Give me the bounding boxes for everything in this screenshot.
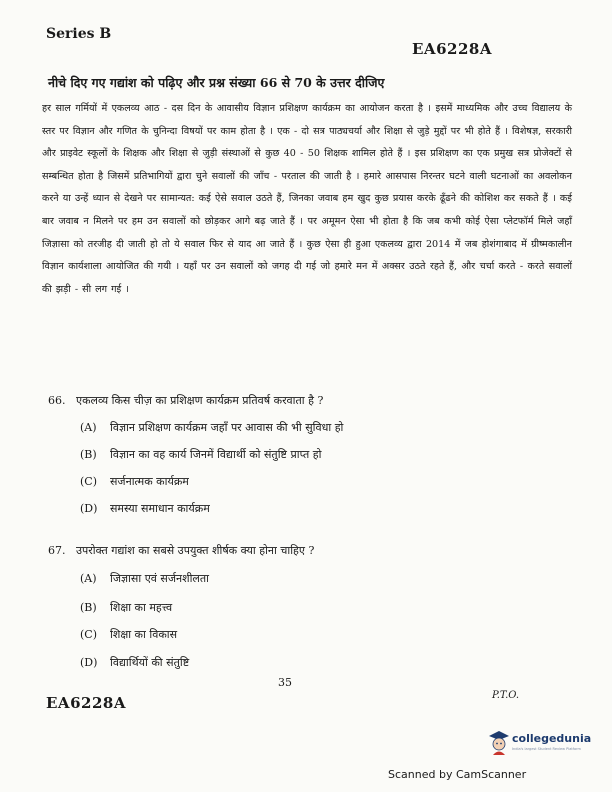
option-text: विज्ञान प्रशिक्षण कार्यक्रम जहाँ पर आवास की भी सुविधा हो xyxy=(110,421,344,434)
option-text: सर्जनात्मक कार्यक्रम xyxy=(110,475,189,488)
option-label: (B) xyxy=(80,448,97,461)
scanner-credit: Scanned by CamScanner xyxy=(388,768,527,781)
option-66-c xyxy=(80,474,189,489)
question-text: एकलव्य किस चीज़ का प्रशिक्षण कार्यक्रम प्रतिवर्ष करवाता है ? xyxy=(76,394,324,407)
option-67-c xyxy=(80,627,177,642)
option-label: (D) xyxy=(80,502,98,515)
option-label: (D) xyxy=(80,656,98,669)
question-number: 66. xyxy=(48,394,66,407)
collegedunia-watermark xyxy=(488,728,598,758)
option-label: (C) xyxy=(80,628,97,641)
option-67-a xyxy=(80,571,209,586)
paper-code-top: EA6228A xyxy=(412,40,492,58)
option-label: (A) xyxy=(80,572,97,585)
question-number: 67. xyxy=(48,544,66,557)
paper-code-bottom: EA6228A xyxy=(46,694,126,712)
passage-instruction: नीचे दिए गए गद्यांश को पढ़िए और प्रश्न संख्या 66 से 70 के उत्तर दीजिए xyxy=(48,75,385,90)
brand-tagline: India's largest Student Review Platform xyxy=(512,747,581,751)
graduate-mascot-icon xyxy=(488,730,510,756)
series-label: Series B xyxy=(46,26,112,42)
option-text: विज्ञान का वह कार्य जिनमें विद्यार्थी को संतुष्टि प्राप्त हो xyxy=(110,448,322,461)
option-text: विद्यार्थियों की संतुष्टि xyxy=(110,656,190,669)
option-66-d xyxy=(80,501,210,516)
option-label: (C) xyxy=(80,475,97,488)
page-number: 35 xyxy=(278,676,292,689)
option-text: समस्या समाधान कार्यक्रम xyxy=(110,502,210,515)
option-67-b xyxy=(80,600,172,615)
option-label: (A) xyxy=(80,421,97,434)
brand-name: collegedunia xyxy=(512,732,592,745)
option-66-a xyxy=(80,420,343,435)
option-text: जिज्ञासा एवं सर्जनशीलता xyxy=(110,572,209,585)
option-label: (B) xyxy=(80,601,97,614)
question-66 xyxy=(48,393,323,408)
question-67 xyxy=(48,543,314,558)
option-text: शिक्षा का विकास xyxy=(110,628,178,641)
option-66-b xyxy=(80,447,321,462)
reading-passage: हर साल गर्मियों में एकलव्य आठ - दस दिन के आवासीय विज्ञान प्रशिक्षण कार्यक्रम का आयोजन करता है । इसमें माध्यमिक और उच्च विद्यालय के स्तर पर विज्ञान और गणित के चुनिन्दा विषयों पर काम होता है । एक - दो सत्र पाठ्यचर्या और शिक्षा से जुड़े मुद्दों पर भी होते हैं । विशेषज्ञ, सरकारी और प्राइवेट स्कूलों के शिक्षक और शिक्षा से जुड़ी संस्थाओं से कुछ 40 - 50 शिक्षक शामिल होते हैं । इस प्रशिक्षण का एक प्रमुख सत्र प्रोजेक्टों से सम्बन्धित होता है जिसमें प्रतिभागियों द्वारा चुने सवालों की जाँच - परताल की जाती है । हमारे आसपास निरन्तर घटने वाली घटनाओं का अवलोकन करने या उन्हें ध्यान से देखने पर सामान्यत: कई ऐसे सवाल उठते हैं, जिनका जवाब हम खुद कुछ प्रयास करके ढूँढने की कोशिश कर सकते हैं । कई बार जवाब न मिलने पर हम उन सवालों को छोड़कर आगे बढ़ जाते हैं । पर अमूमन ऐसा भी होता है कि जब कभी कोई ऐसा प्लेटफॉर्म मिले जहाँ जिज्ञासा को तरजीह दी जाती हो तो ये सवाल फिर से याद आ जाते हैं । कुछ ऐसा ही हुआ एकलव्य द्वारा 2014 में जब होशंगाबाद में ग्रीष्मकालीन विज्ञान कार्यशाला आयोजित की गयी । यहाँ पर उन सवालों को जगह दी गई जो हमारे मन में अक्सर उठते रहते हैं, और चर्चा करते - करते सवालों की झड़ी - सी लग गई । xyxy=(42,103,572,295)
question-text: उपरोक्त गद्यांश का सबसे उपयुक्त शीर्षक क्या होना चाहिए ? xyxy=(76,544,315,557)
pto-note: P.T.O. xyxy=(492,690,520,701)
option-67-d xyxy=(80,655,189,670)
option-text: शिक्षा का महत्त्व xyxy=(110,601,173,614)
